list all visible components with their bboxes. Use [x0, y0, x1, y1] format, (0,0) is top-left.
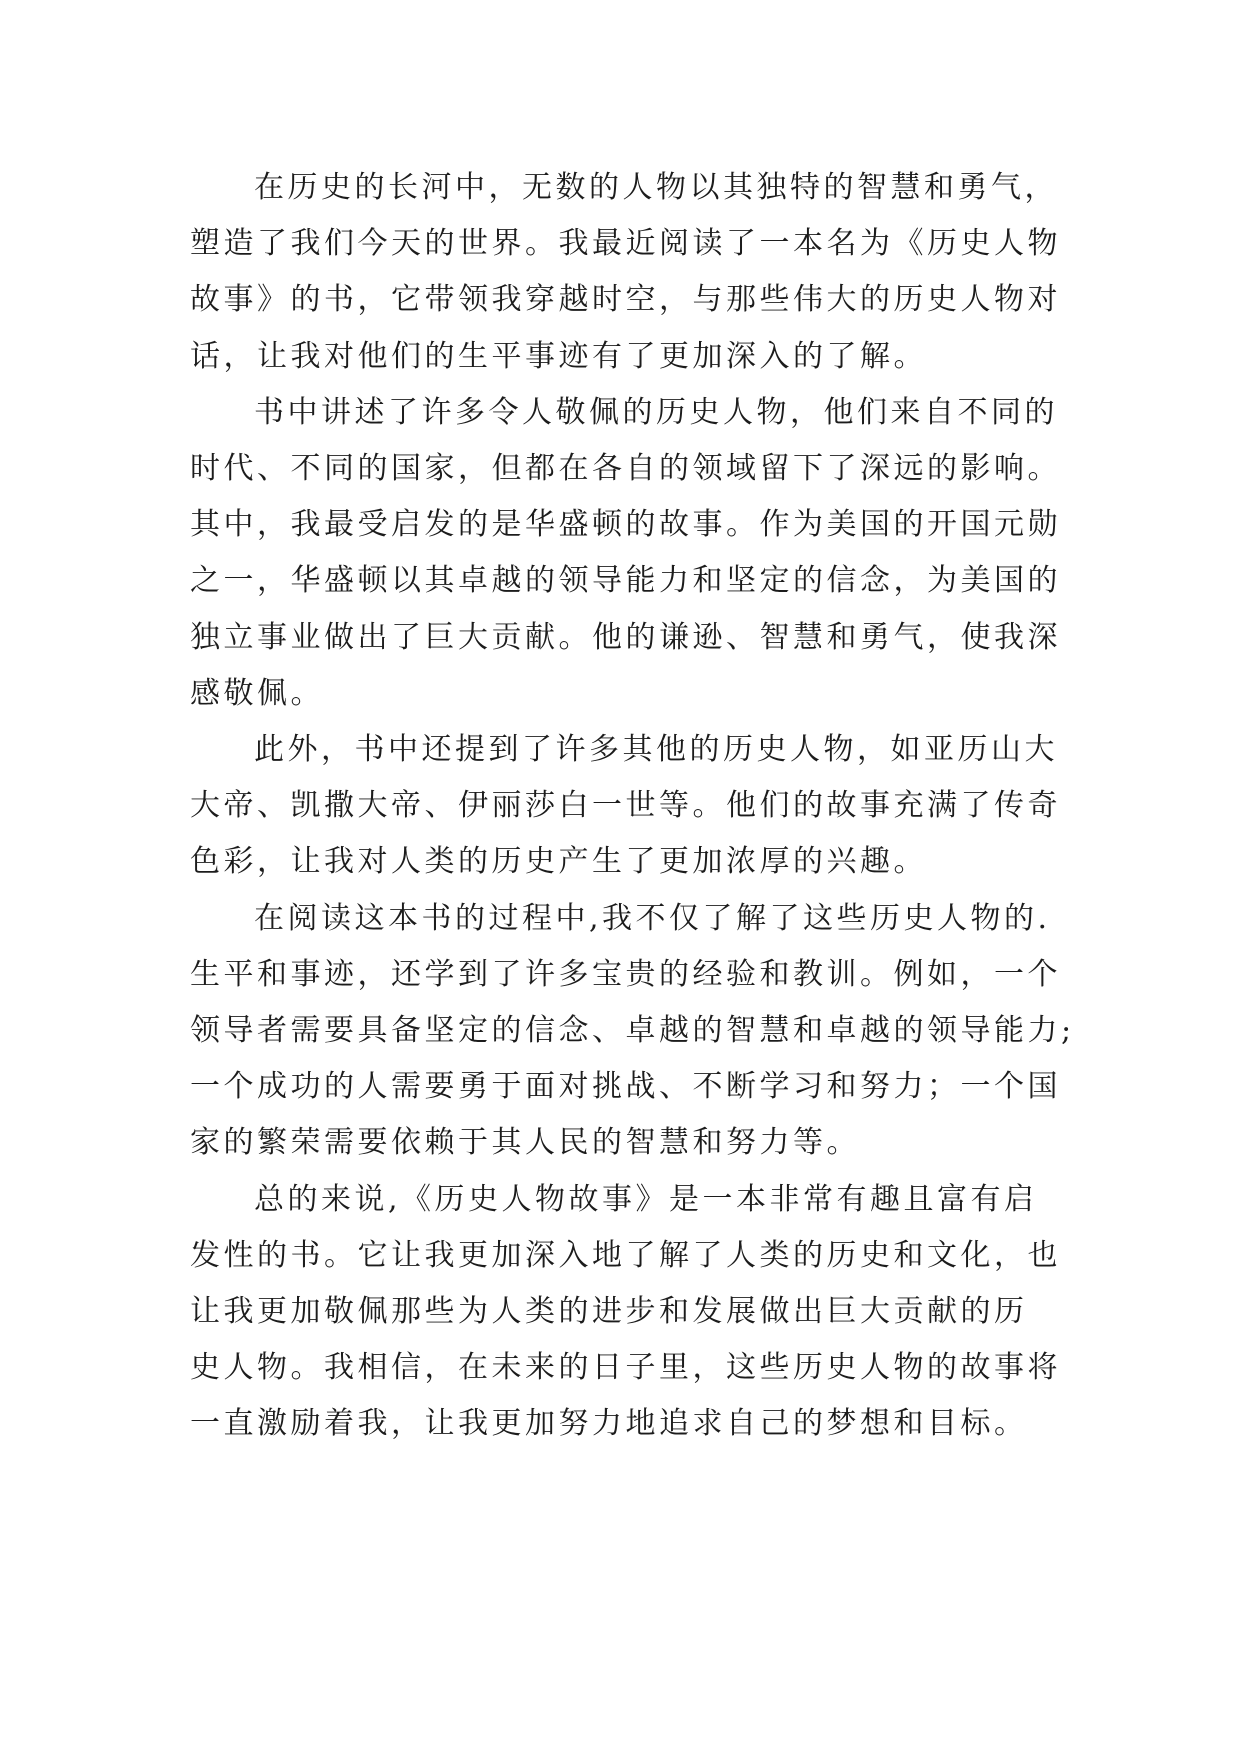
paragraph-line: 其中，我最受启发的是华盛顿的故事。作为美国的开国元勋 [190, 507, 1061, 543]
paragraph-line: 时代、不同的国家，但都在各自的领域留下了深远的影响。 [190, 451, 1061, 487]
paragraph-5 [190, 1172, 1061, 1453]
paragraph-line: 一个成功的人需要勇于面对挑战、不断学习和努力；一个国 [190, 1069, 1061, 1105]
paragraph-4 [190, 891, 1075, 1172]
paragraph-line: 书中讲述了许多令人敬佩的历史人物，他们来自不同的 [254, 394, 1058, 430]
paragraph-line: 史人物。我相信，在未来的日子里，这些历史人物的故事将 [190, 1350, 1061, 1386]
document-body [190, 160, 1075, 1453]
paragraph-3 [190, 722, 1061, 891]
paragraph-line: 之一，华盛顿以其卓越的领导能力和坚定的信念，为美国的 [190, 563, 1061, 599]
paragraph-line: 故事》的书，它带领我穿越时空，与那些伟大的历史人物对 [190, 282, 1061, 318]
paragraph-line: 在阅读这本书的过程中,我不仅了解了这些历史人物的. [254, 900, 1051, 936]
paragraph-line: 发性的书。它让我更加深入地了解了人类的历史和文化，也 [190, 1237, 1061, 1273]
paragraph-line: 话，让我对他们的生平事迹有了更加深入的了解。 [190, 338, 927, 374]
paragraph-line: 让我更加敬佩那些为人类的进步和发展做出巨大贡献的历 [190, 1294, 1028, 1330]
paragraph-line: 总的来说,《历史人物故事》是一本非常有趣且富有启 [254, 1181, 1038, 1217]
paragraph-1 [190, 160, 1061, 385]
paragraph-line: 领导者需要具备坚定的信念、卓越的智慧和卓越的领导能力; [190, 1013, 1075, 1049]
paragraph-line: 在历史的长河中，无数的人物以其独特的智慧和勇气， [254, 170, 1058, 205]
paragraph-2 [190, 385, 1061, 722]
paragraph-line: 独立事业做出了巨大贡献。他的谦逊、智慧和勇气，使我深 [190, 619, 1061, 655]
paragraph-line: 此外，书中还提到了许多其他的历史人物，如亚历山大 [254, 732, 1058, 768]
paragraph-line: 家的繁荣需要依赖于其人民的智慧和努力等。 [190, 1125, 860, 1161]
paragraph-line: 塑造了我们今天的世界。我最近阅读了一本名为《历史人物 [190, 226, 1061, 262]
paragraph-line: 大帝、凯撒大帝、伊丽莎白一世等。他们的故事充满了传奇 [190, 788, 1061, 824]
paragraph-line: 感敬佩。 [190, 675, 324, 711]
paragraph-line: 色彩，让我对人类的历史产生了更加浓厚的兴趣。 [190, 844, 927, 880]
paragraph-line: 一直激励着我，让我更加努力地追求自己的梦想和目标。 [190, 1406, 1028, 1442]
paragraph-line: 生平和事迹，还学到了许多宝贵的经验和教训。例如，一个 [190, 956, 1061, 992]
